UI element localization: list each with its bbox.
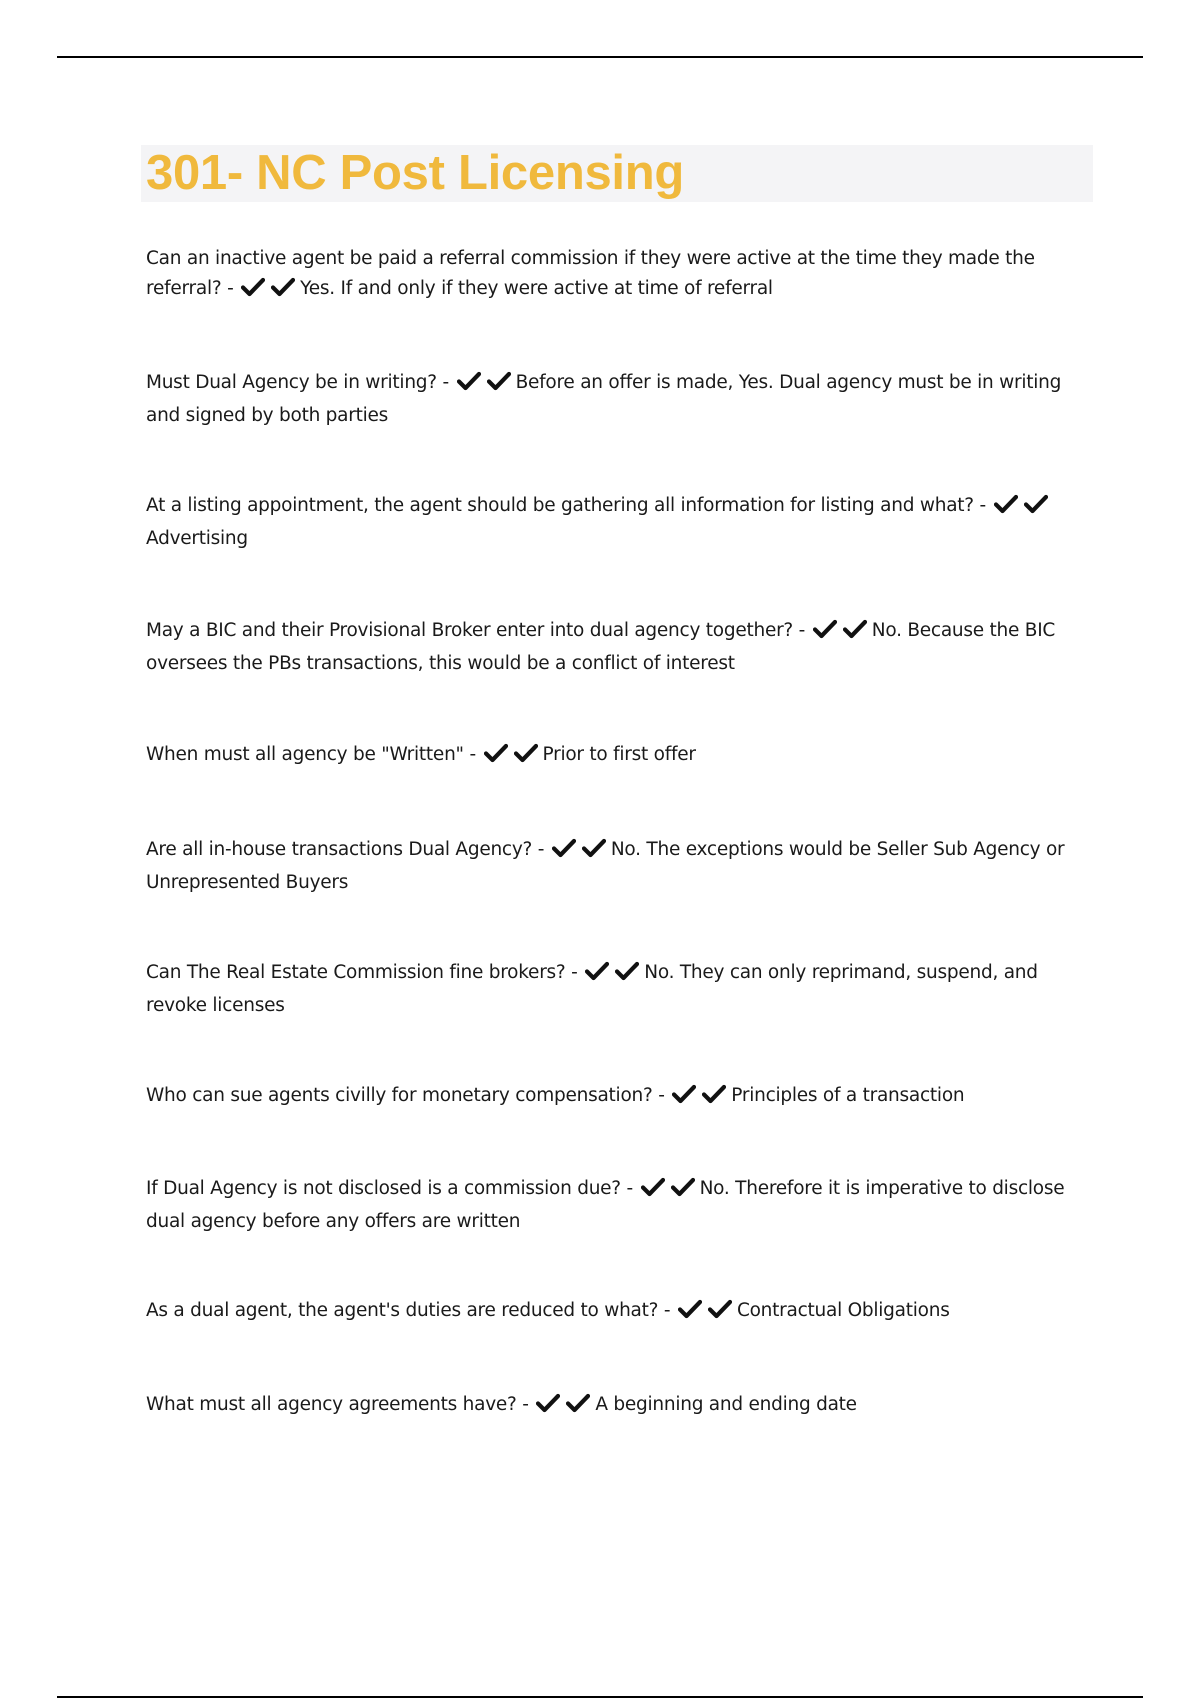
check-mark-icon <box>1024 494 1048 514</box>
check-mark-icon <box>457 371 481 391</box>
check-marks <box>994 494 1050 524</box>
check-mark-icon <box>678 1299 702 1319</box>
check-mark-icon <box>241 277 265 297</box>
check-marks <box>457 371 513 401</box>
separator: - <box>798 620 806 641</box>
separator: - <box>469 744 476 765</box>
check-mark-icon <box>994 494 1018 514</box>
qa-item <box>146 1296 1066 1329</box>
qa-item <box>146 244 1066 307</box>
qa-item <box>146 835 1066 898</box>
question-text: If Dual Agency is not disclosed is a commission due? <box>146 1178 621 1199</box>
check-mark-icon <box>582 838 606 858</box>
check-mark-icon <box>536 1393 560 1413</box>
qa-item <box>146 1390 1066 1423</box>
check-marks <box>585 961 641 991</box>
separator: - <box>658 1085 665 1106</box>
check-mark-icon <box>484 743 508 763</box>
check-mark-icon <box>708 1299 732 1319</box>
question-text: Can an inactive agent be paid a referral commission if they were active at the time they made the referral? <box>146 248 1035 299</box>
qa-item <box>146 491 1066 554</box>
qa-item <box>146 740 1066 773</box>
question-text: Must Dual Agency be in writing? <box>146 372 437 393</box>
check-marks <box>484 743 540 773</box>
check-marks <box>672 1084 728 1114</box>
check-mark-icon <box>813 619 837 639</box>
bottom-rule <box>57 1696 1143 1698</box>
qa-item <box>146 1081 1066 1114</box>
separator: - <box>663 1300 671 1321</box>
check-mark-icon <box>615 961 639 981</box>
check-mark-icon <box>514 743 538 763</box>
check-mark-icon <box>566 1393 590 1413</box>
answer-text: No. They can only reprimand, suspend, and revoke licenses <box>146 962 1038 1016</box>
check-mark-icon <box>585 961 609 981</box>
question-text: When must all agency be "Written" <box>146 744 464 765</box>
check-mark-icon <box>672 1084 696 1104</box>
check-marks <box>536 1393 592 1423</box>
answer-text: A beginning and ending date <box>595 1394 857 1415</box>
check-marks <box>641 1177 697 1207</box>
page-title: 301- NC Post Licensing <box>146 146 684 200</box>
check-mark-icon <box>641 1177 665 1197</box>
qa-item <box>146 958 1066 1021</box>
answer-text: Contractual Obligations <box>736 1300 950 1321</box>
answer-text: Advertising <box>146 528 248 549</box>
check-mark-icon <box>271 277 295 297</box>
question-text: Can The Real Estate Commission fine brokers? <box>146 962 566 983</box>
separator: - <box>442 372 449 393</box>
check-mark-icon <box>487 371 511 391</box>
qa-item <box>146 616 1066 679</box>
separator: - <box>537 839 545 860</box>
check-mark-icon <box>843 619 867 639</box>
answer-text: No. Because the BIC oversees the PBs transactions, this would be a conflict of interest <box>146 620 1056 674</box>
question-text: Are all in-house transactions Dual Agency? <box>146 839 533 860</box>
qa-item <box>146 368 1066 431</box>
answer-text: Yes. If and only if they were active at time of referral <box>300 278 773 299</box>
answer-text: Prior to first offer <box>542 744 696 765</box>
separator: - <box>522 1394 529 1415</box>
question-text: What must all agency agreements have? <box>146 1394 517 1415</box>
check-marks <box>552 838 608 868</box>
question-text: As a dual agent, the agent's duties are reduced to what? <box>146 1300 659 1321</box>
separator: - <box>571 962 578 983</box>
question-text: Who can sue agents civilly for monetary compensation? <box>146 1085 653 1106</box>
answer-text: Before an offer is made, Yes. Dual agency must be in writing and signed by both parties <box>146 372 1062 426</box>
question-text: At a listing appointment, the agent should be gathering all information for listing and what? <box>146 495 974 516</box>
answer-text: No. The exceptions would be Seller Sub Agency or Unrepresented Buyers <box>146 839 1065 893</box>
check-mark-icon <box>671 1177 695 1197</box>
answer-text: Principles of a transaction <box>731 1085 965 1106</box>
check-marks <box>241 277 297 307</box>
qa-item <box>146 1174 1066 1237</box>
check-marks <box>813 619 869 649</box>
separator: - <box>626 1178 633 1199</box>
answer-text: No. Therefore it is imperative to disclose dual agency before any offers are written <box>146 1178 1065 1232</box>
check-marks <box>678 1299 734 1329</box>
question-text: May a BIC and their Provisional Broker enter into dual agency together? <box>146 620 794 641</box>
check-mark-icon <box>552 838 576 858</box>
top-rule <box>57 56 1143 58</box>
separator: - <box>979 495 986 516</box>
check-mark-icon <box>702 1084 726 1104</box>
separator: - <box>227 278 234 299</box>
